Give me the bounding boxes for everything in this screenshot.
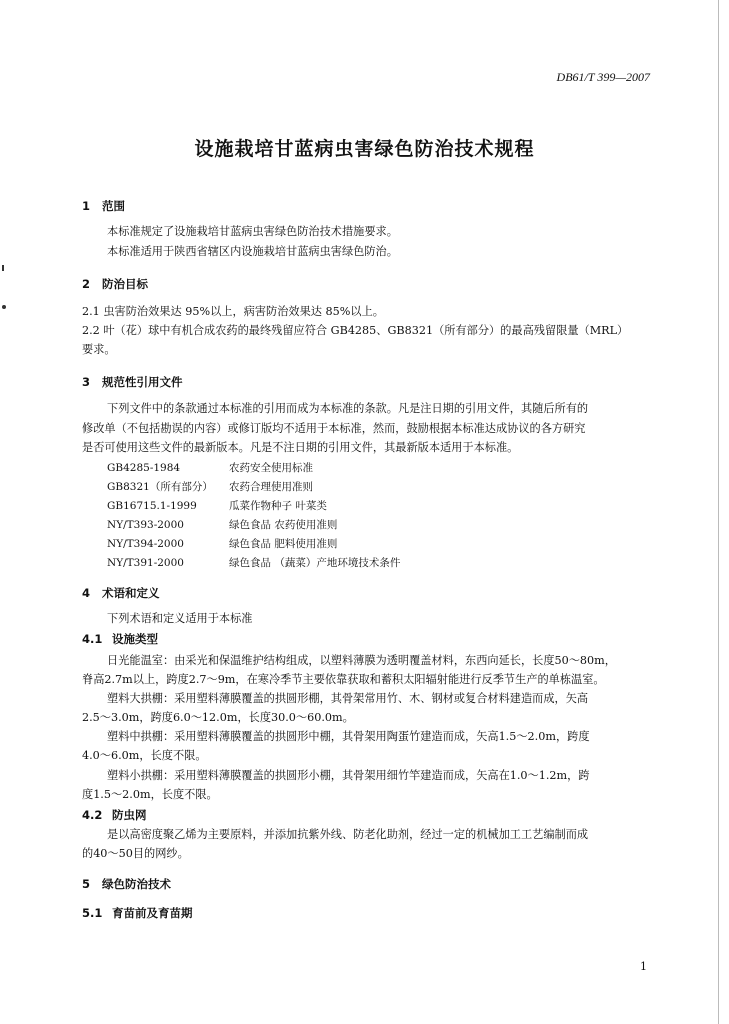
section-heading-3 bbox=[82, 374, 183, 390]
paragraph: 的40～50目的网纱。 bbox=[82, 847, 189, 860]
reference-code: NY/T391-2000 bbox=[107, 557, 184, 569]
reference-title: 农药合理使用准则 bbox=[229, 481, 313, 493]
section-title: 防治目标 bbox=[102, 277, 148, 291]
section-number: 4.1 bbox=[82, 632, 103, 646]
subsection-heading-4-2 bbox=[82, 807, 147, 823]
reference-row bbox=[107, 460, 313, 475]
section-number: 4.2 bbox=[82, 808, 103, 822]
paragraph: 度1.5～2.0m，长度不限。 bbox=[82, 788, 218, 801]
reference-title: 绿色食品 （蔬菜）产地环境技术条件 bbox=[229, 557, 401, 569]
reference-code: GB16715.1-1999 bbox=[107, 500, 197, 512]
section-title: 规范性引用文件 bbox=[102, 375, 183, 389]
reference-title: 绿色食品 肥料使用准则 bbox=[229, 538, 338, 550]
paragraph: 本标准适用于陕西省辖区内设施栽培甘蓝病虫害绿色防治。 bbox=[107, 245, 398, 258]
reference-code: GB8321（所有部分） bbox=[107, 481, 213, 493]
paragraph: 脊高2.7m以上，跨度2.7～9m，在寒冷季节主要依靠获取和蓄积太阳辐射能进行反季节生产的单栋温室。 bbox=[82, 673, 605, 686]
reference-title: 农药安全使用标准 bbox=[229, 462, 313, 474]
section-heading-4 bbox=[82, 585, 160, 601]
paragraph: 塑料大拱棚：采用塑料薄膜覆盖的拱圆形棚，其骨架常用竹、木、钢材或复合材料建造而成，矢高 bbox=[107, 692, 589, 705]
paragraph: 塑料中拱棚：采用塑料薄膜覆盖的拱圆形中棚，其骨架用陶蛋竹建造而成，矢高1.5～2.0m，跨度 bbox=[107, 730, 590, 743]
reference-row bbox=[107, 498, 327, 513]
scan-edge-line bbox=[718, 0, 719, 1024]
reference-title: 绿色食品 农药使用准则 bbox=[229, 519, 338, 531]
section-title: 绿色防治技术 bbox=[102, 877, 171, 891]
paragraph: 日光能温室：由采光和保温维护结构组成，以塑料薄膜为透明覆盖材料，东西向延长，长度50～80m， bbox=[107, 654, 616, 667]
paragraph: 2.5～3.0m，跨度6.0～12.0m，长度30.0～60.0m。 bbox=[82, 711, 354, 724]
reference-code: GB4285-1984 bbox=[107, 462, 181, 474]
reference-title: 瓜菜作物种子 叶菜类 bbox=[229, 500, 327, 512]
paragraph: 4.0～6.0m，长度不限。 bbox=[82, 749, 207, 762]
reference-row bbox=[107, 555, 400, 570]
reference-row bbox=[107, 517, 337, 532]
section-number: 5.1 bbox=[82, 906, 103, 920]
section-title: 育苗前及育苗期 bbox=[112, 906, 193, 920]
paragraph: 修改单（不包括勘误的内容）或修订版均不适用于本标准，然而，鼓励根据本标准达成协议的各方研究 bbox=[82, 422, 586, 435]
document-title: 设施栽培甘蓝病虫害绿色防治技术规程 bbox=[194, 138, 535, 160]
section-number: 3 bbox=[82, 375, 91, 389]
scan-dot bbox=[2, 265, 4, 271]
section-number: 1 bbox=[82, 199, 91, 213]
section-title: 防虫网 bbox=[112, 808, 147, 822]
section-number: 5 bbox=[82, 877, 91, 891]
paragraph: 要求。 bbox=[82, 343, 116, 356]
standard-code: DB61/T 399—2007 bbox=[556, 70, 650, 84]
paragraph: 是否可使用这些文件的最新版本。凡是不注日期的引用文件，其最新版本适用于本标准。 bbox=[82, 441, 519, 454]
section-number: 4 bbox=[82, 586, 91, 600]
reference-row bbox=[107, 536, 337, 551]
section-heading-2 bbox=[82, 276, 148, 292]
section-heading-5 bbox=[82, 876, 171, 892]
section-number: 2 bbox=[82, 277, 91, 291]
subsection-heading-4-1 bbox=[82, 631, 158, 647]
paragraph: 2.1 虫害防治效果达 95%以上，病害防治效果达 85%以上。 bbox=[82, 305, 384, 318]
paragraph: 塑料小拱棚：采用塑料薄膜覆盖的拱圆形小棚，其骨架用细竹竿建造而成，矢高在1.0～1.2m，跨 bbox=[107, 769, 590, 782]
paragraph: 2.2 叶（花）球中有机合成农药的最终残留应符合 GB4285、GB8321（所有部分）的最高残留限量（MRL） bbox=[82, 324, 629, 337]
section-title: 设施类型 bbox=[112, 632, 158, 646]
paragraph: 是以高密度聚乙烯为主要原料，并添加抗紫外线、防老化助剂，经过一定的机械加工工艺编制而成 bbox=[107, 828, 589, 841]
subsection-heading-5-1 bbox=[82, 905, 193, 921]
scan-dot bbox=[2, 305, 6, 309]
reference-row bbox=[107, 479, 313, 494]
page-number: 1 bbox=[640, 960, 647, 973]
section-heading-1 bbox=[82, 198, 125, 214]
reference-code: NY/T394-2000 bbox=[107, 538, 184, 550]
paragraph: 下列文件中的条款通过本标准的引用而成为本标准的条款。凡是注日期的引用文件，其随后所有的 bbox=[107, 402, 589, 415]
paragraph: 下列术语和定义适用于本标准 bbox=[107, 612, 253, 625]
paragraph: 本标准规定了设施栽培甘蓝病虫害绿色防治技术措施要求。 bbox=[107, 225, 398, 238]
section-title: 范围 bbox=[102, 199, 125, 213]
reference-code: NY/T393-2000 bbox=[107, 519, 184, 531]
section-title: 术语和定义 bbox=[102, 586, 160, 600]
